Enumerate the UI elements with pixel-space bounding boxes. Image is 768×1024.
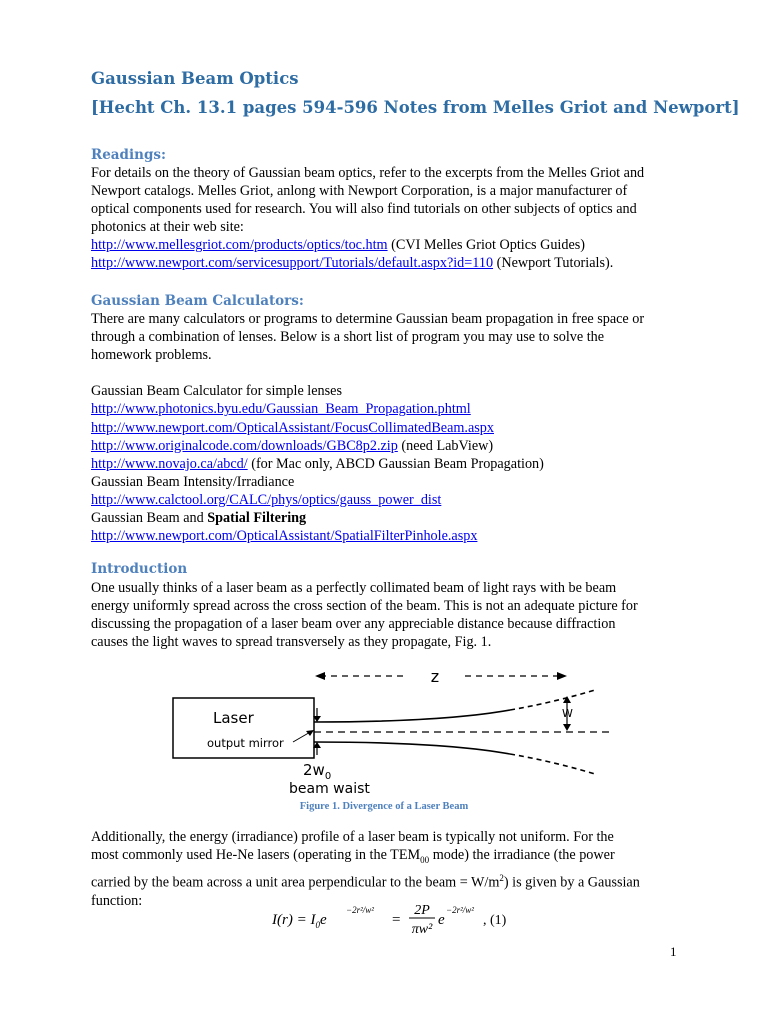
laser-label: Laser [213, 709, 254, 727]
z-label: z [430, 667, 440, 686]
irradiance-body [91, 828, 691, 910]
readings-line: photonics at their web site: [91, 219, 244, 236]
link-note: (Newport Tutorials). [493, 255, 614, 272]
w-arrow-bottom-head [563, 724, 571, 731]
beam-upper-edge [314, 710, 510, 722]
irradiance-text: carried by the beam across a unit area perpendicular to the beam = W/m [91, 874, 500, 891]
irradiance-text: most commonly used He-Ne lasers (operating in the TEM [91, 847, 421, 864]
simple-lenses-label: Gaussian Beam Calculator for simple lenses [91, 383, 342, 400]
calculators-heading: Gaussian Beam Calculators: [91, 293, 304, 309]
spatial-filtering-label [91, 509, 691, 527]
w-label: W [562, 707, 573, 720]
mellesgriot-link[interactable]: http://www.mellesgriot.com/products/optics/toc.htm [91, 237, 388, 254]
calculators-line: homework problems. [91, 347, 212, 364]
page-title: Gaussian Beam Optics [91, 69, 299, 88]
irradiance-line: Additionally, the energy (irradiance) profile of a laser beam is typically not uniform. For the [91, 829, 614, 845]
w-arrow-top-head [563, 696, 571, 703]
equation-denominator: πw² [411, 922, 433, 936]
link-note: (CVI Melles Griot Optics Guides) [387, 237, 586, 254]
novajo-link[interactable]: http://www.novajo.ca/abcd/ [91, 455, 248, 472]
z-arrow-head-right [557, 672, 567, 680]
introduction-heading: Introduction [91, 561, 188, 577]
page-number: 1 [670, 944, 677, 959]
page-subtitle: [Hecht Ch. 13.1 pages 594-596 Notes from Melles Griot and Newport] [91, 98, 740, 117]
beam-lower-edge [314, 742, 510, 754]
tem-subscript: 00 [420, 854, 430, 865]
beam-lower-edge-dashed [510, 754, 595, 774]
equation-lhs-text: I(r) = I [272, 912, 316, 928]
equation-exponent-2: −2r²/w² [446, 905, 474, 915]
newport-tutorials-link[interactable]: http://www.newport.com/servicesupport/Tutorials/default.aspx?id=110 [91, 255, 494, 272]
beam-waist-label: beam waist [289, 781, 370, 797]
equation-svg [270, 900, 530, 936]
calculators-line: through a combination of lenses. Below is a short list of program you may use to solve the [91, 329, 605, 346]
equation-equals: = [392, 912, 401, 928]
spatial-label-prefix: Gaussian Beam and [91, 510, 208, 527]
beam-upper-edge-dashed [510, 690, 595, 710]
equation-numerator: 2P [414, 903, 430, 918]
unit-superscript: 2 [499, 873, 504, 884]
figure-caption: Figure 1. Divergence of a Laser Beam [299, 801, 469, 812]
byu-calculator-link[interactable]: http://www.photonics.byu.edu/Gaussian_Beam_Propagation.phtml [91, 401, 471, 418]
introduction-line: causes the light waves to spread transversely as they propagate, Fig. 1. [91, 634, 492, 651]
readings-line: Newport catalogs. Melles Griot, anlong with Newport Corporation, is a major manufacturer of [91, 183, 628, 200]
gaussian-equation [270, 900, 530, 936]
2w-label: 2w [303, 761, 325, 779]
2w0-label [303, 761, 331, 782]
readings-line: For details on the theory of Gaussian beam optics, refer to the excerpts from the Melles Griot and [91, 165, 645, 181]
spatial-label-bold: Spatial Filtering [207, 510, 307, 527]
calculators-body [91, 310, 691, 545]
calculators-line: There are many calculators or programs to determine Gaussian beam propagation in free space or [91, 311, 645, 327]
output-mirror-label: output mirror [207, 736, 284, 750]
originalcode-link[interactable]: http://www.originalcode.com/downloads/GBC8p2.zip [91, 437, 398, 454]
intensity-label: Gaussian Beam Intensity/Irradiance [91, 473, 295, 490]
equation-exponent-1: −2r²/w² [346, 905, 374, 915]
equation-lhs: $I(r) = I_0e$ [272, 912, 327, 930]
readings-line: optical components used for research. You will also find tutorials on other subjects of optics and [91, 201, 637, 218]
readings-link-line [91, 254, 691, 272]
readings-link-line [91, 236, 691, 254]
introduction-line: discussing the propagation of a laser beam over any appreciable distance because diffraction [91, 616, 616, 633]
irradiance-text: mode) the irradiance (the power [429, 847, 615, 864]
introduction-line: One usually thinks of a laser beam as a perfectly collimated beam of light rays with be beam [91, 580, 617, 596]
link-note: (for Mac only, ABCD Gaussian Beam Propagation) [247, 455, 544, 472]
2w-subscript: 0 [324, 771, 332, 782]
beam-divergence-figure [165, 665, 615, 797]
newport-focus-link[interactable]: http://www.newport.com/OpticalAssistant/FocusCollimatedBeam.aspx [91, 419, 494, 436]
irradiance-line [91, 846, 691, 869]
equation-lhs-sub: 0 [315, 920, 320, 930]
readings-body [91, 164, 691, 273]
irradiance-line [91, 869, 691, 892]
link-note: (need LabView) [397, 437, 494, 454]
beam-divergence-diagram [165, 665, 615, 797]
readings-heading: Readings: [91, 147, 166, 163]
irradiance-line: function: [91, 892, 143, 909]
z-arrow-head-left [315, 672, 325, 680]
equation-e: e [438, 912, 445, 928]
equation-tag: , (1) [483, 913, 507, 928]
spatial-filter-link[interactable]: http://www.newport.com/OpticalAssistant/SpatialFilterPinhole.aspx [91, 528, 478, 545]
introduction-line: energy uniformly spread across the cross section of the beam. This is not an adequate picture for [91, 598, 638, 615]
calctool-link[interactable]: http://www.calctool.org/CALC/phys/optics/gauss_power_dist [91, 491, 442, 508]
irradiance-text: ) is given by a Gaussian [503, 874, 640, 891]
introduction-body [91, 579, 691, 651]
